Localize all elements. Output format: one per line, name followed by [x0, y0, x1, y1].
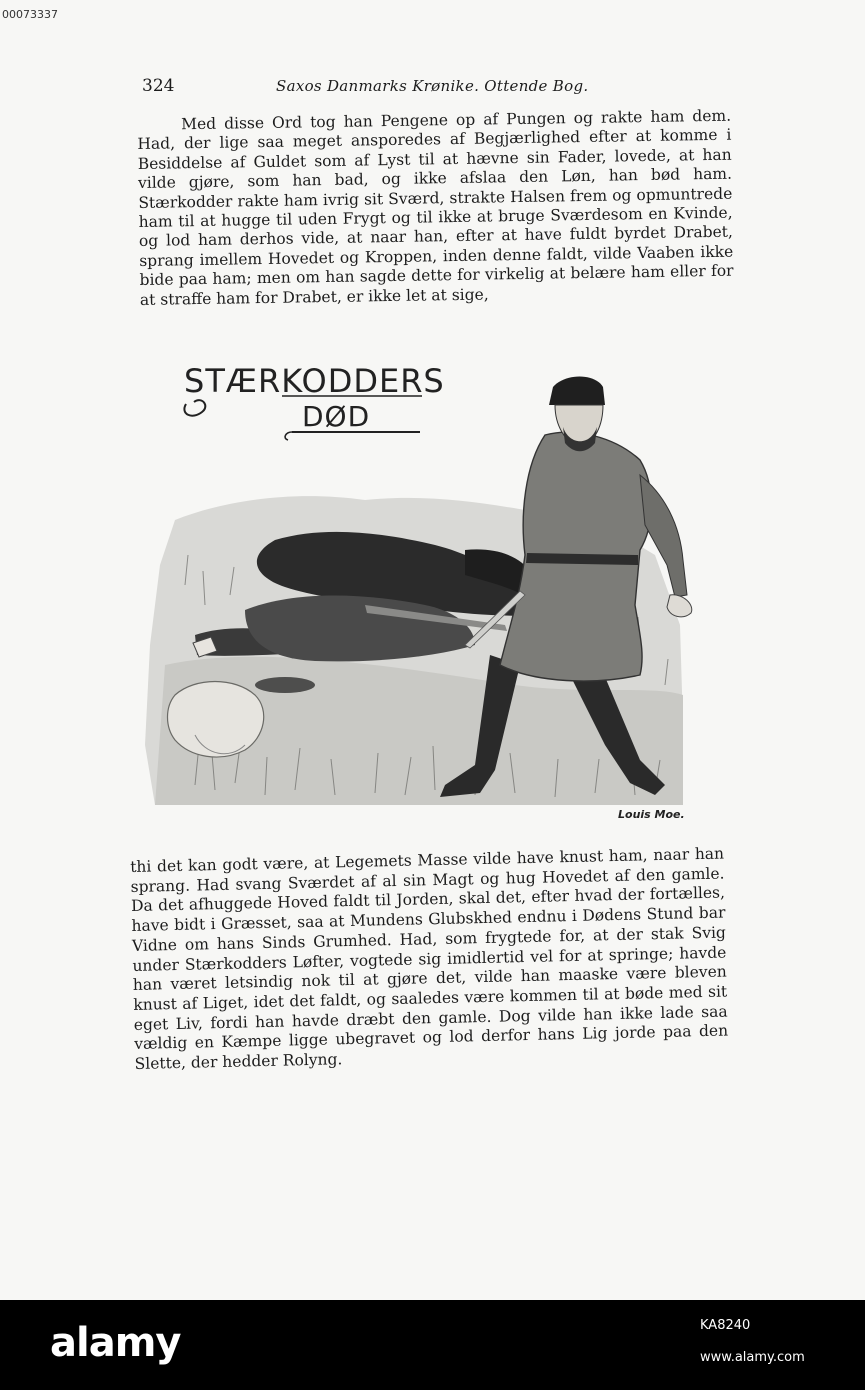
paragraph-bottom — [130, 845, 729, 1075]
site-url: www.alamy.com — [700, 1350, 805, 1365]
paragraph-bottom-text: thi det kan godt være, at Legemets Masse vilde have knust ham, naar han sprang. Had svang Sværdet af al sin Magt og hug Hovedet af den gamle. Da det afhuggede Hoved faldt til Jorden, skal det, efter hvad der fortælles, have bidt i Græsset, saa at Mundens Glubskhed endnu i Dødens Stund bar Vidne om hans Sinds Grumhed. Had, som frygtede for, at der stak Svig under Stærkodders Løfter, vogtede sig imidlertid vel for at springe; havde han været letsindig nok til at gjøre det, vilde han maaske være bleven knust af Liget, idet det faldt, og saaledes være kommen til at bøde med sit eget Liv, fordi han havde dræbt den gamle. Dog vilde han ikke lade saa vældig en Kæmpe ligge ubegravet og lod derfor hans Lig jorde paa den Slette, der hedder Rolyng. — [130, 844, 729, 1073]
title-line-1: STÆRKODDERS — [184, 362, 445, 400]
page-number: 324 — [142, 76, 175, 96]
chapter-title — [182, 360, 445, 450]
running-head: Saxos Danmarks Krønike. Ottende Bog. — [276, 77, 589, 95]
alamy-logo: alamy — [50, 1320, 181, 1366]
image-id: KA8240 — [700, 1318, 751, 1333]
paragraph-top-text: Med disse Ord tog han Pengene op af Pungen og rakte ham dem. Had, der lige saa meget ansporedes af Begjærlighed efter at komme i Besiddelse af Guldet som af Lyst til at hævne sin Fader, lovede, at han vilde gjøre, som han bad, og ikke afslaa den Løn, han bød ham. Stærkodder rakte ham ivrig sit Sværd, strakte Halsen frem og opmuntrede ham til at hugge til uden Frygt og til ikke at bruge Sværdesom en Kvinde, og lod ham derhos vide, at naar han, efter at have fuldt byrdet Drabet, sprang imellem Hovedet og Kroppen, inden denne faldt, vilde Vaaben ikke bide paa ham; men om han sagde dette for virkelig at belære ham eller for at straffe ham for Drabet, er ikke let at sige, — [137, 106, 734, 309]
title-line-2: DØD — [302, 400, 371, 433]
stock-footer — [0, 1300, 865, 1390]
artist-signature: Louis Moe. — [618, 808, 685, 821]
image-id-corner: 00073337 — [2, 8, 58, 21]
paragraph-top — [137, 107, 734, 310]
